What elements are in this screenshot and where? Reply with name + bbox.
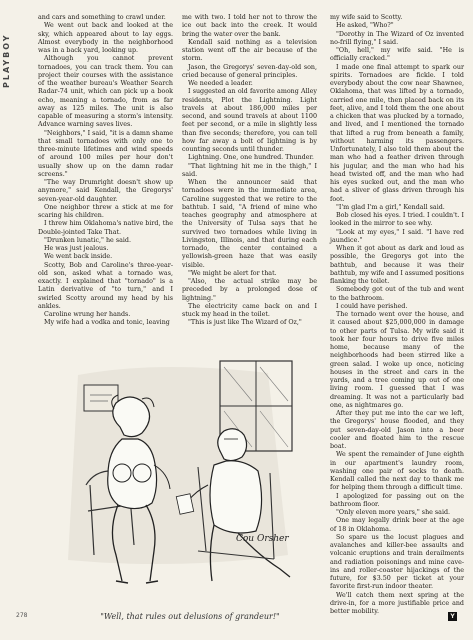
paragraph: "Oh, hell," my wife said. "He is officially cracked." — [330, 47, 464, 63]
cartoon-illustration — [38, 355, 322, 593]
paragraph: I could have perished. — [336, 302, 408, 310]
paragraph: One may legally drink beer at the age of 18 in Oklahoma. — [330, 517, 464, 533]
paragraph: "This is just like The Wizard of Oz," — [188, 319, 302, 327]
paragraph: "Look at my eyes," I said. "I have red jaundice." — [330, 228, 464, 244]
paragraph: So spare us the locust plagues and avalanches and killer-bee assaults and volcanic eruptions and train derailments and radiation poisonings and mine cave-ins and roller-coaster hijackings of the future, for $3.50 per ticket at your favorite first-run indoor theater. — [330, 533, 464, 591]
paragraph: Bob closed his eyes. I tried. I couldn't. I looked in the mirror to see why. — [330, 212, 464, 228]
paragraph: One neighbor threw a stick at me for scaring his children. — [38, 203, 173, 219]
paragraph: We went back inside. — [44, 253, 113, 261]
paragraph: Somebody got out of the tub and went to the bathroom. — [330, 286, 464, 302]
paragraph: "That lightning hit me in the thigh," I said. — [182, 162, 317, 178]
paragraph: I made one final attempt to spark our spirits. Tornadoes are fickle. I told everybody about the cow near Shawnee, Oklahoma, that was lifted by a tornado, carried one mile, then placed back on its feet, alive, and I told them the one about a chicken that was plucked by a tornado, and lived, and I mentioned the tornado that lifted a rug from beneath a family, without harming its passengers. Unfortunately, I also told them about the man who had a feather driven through his jugular, and the man who had his head twisted off, and the man who had his eyes sucked out, and the man who had a sliver of glass driven through his foot. — [330, 63, 464, 203]
paragraph: The tornado went over the house, and it caused about $25,000,000 in damage to other parts of Tulsa. My wife said it took her four hours to drive five miles home, because many of the neighborhoods had been stirred like a green salad. I woke up once, noticing houses in the street and cars in the yards, and a tree coming up out of one living room. I guessed that I was dreaming. It was not a particularly bad one, as nightmares go. — [330, 311, 464, 409]
paragraph: "Only eleven more years," she said. — [336, 509, 451, 516]
paragraph: Caroline wrung her hands. — [44, 311, 131, 318]
paragraph: I apologized for passing out on the bathroom floor. — [330, 492, 464, 508]
paragraph: "We might be alert for that. — [188, 269, 277, 277]
paragraph: We'll catch them next spring at the drive-in, for a more justifiable price and better mobility. — [330, 591, 464, 615]
paragraph: When it got about as dark and loud as possible, the Gregorys got into the bathtub, and because it was their bathtub, my wife and I assumed positions flanking the toilet. — [330, 245, 464, 285]
cartoon-caption: "Well, that rules out delusions of grandeur!" — [100, 612, 280, 621]
paragraph: We spent the remainder of June eighth in our apartment's laundry room, washing one pair of socks to death. Kendall called the next day to thank me for helping them through a difficult time. — [330, 451, 464, 492]
paragraph: "I'm glad I'm a girl," Kendall said. — [336, 203, 445, 211]
paragraph: He asked, "Who?" — [336, 22, 394, 30]
paragraph: "Drunken lunatic," he said. — [44, 236, 131, 244]
paragraph: Lightning. One, one hundred. Thunder. — [188, 154, 314, 162]
paragraph: Scotty, Bob and Caroline's three-year-old son, asked what a tornado was, exactly. I explained that "tornado" is a Latin derivative of "to turn," and I swirled Scotty around my head by his ankles. — [38, 261, 173, 310]
paragraph: After they put me into the car we left, the Gregorys' house flooded, and they put seven-day-old Jason into a beer cooler and floated him to the rescue boat. — [330, 410, 464, 450]
paragraph: Kendall said nothing as a television station went off the air because of the storm. — [182, 38, 317, 63]
paragraph: I suggested an old favorite among Alley residents, Plot the Lightning. Light travels at about 186,000 miles per second, and sound travels at about 1100 feet per second, or a mile in slightly less than five seconds; therefore, you can tell how far away a bolt of lightning is by counting seconds until thunder. — [182, 88, 317, 153]
article-column-2 — [182, 14, 317, 374]
paragraph: He was just jealous. — [44, 245, 109, 252]
paragraph: My wife had a vodka and tonic, leaving — [44, 319, 170, 327]
paragraph: "Also, the actual strike may be preceded by a prolonged dose of lightning." — [182, 278, 317, 302]
paragraph: me with two. I told her not to throw the ice out back into the creek. It would bring the water over the bank. — [182, 14, 317, 38]
paragraph: We needed a leader. — [188, 80, 253, 87]
magazine-masthead: PLAYBOY — [2, 33, 11, 89]
end-mark-icon: Y — [448, 612, 457, 621]
article-column-1 — [38, 14, 173, 374]
paragraph: Although you cannot prevent tornadoes, you can track them. You can project their courses with the assistance of the weather bureau's Weather Search Radar-74 unit, which can pick up a book echo, meaning a tornado, from as far away as 125 miles. The unit is also capable of measuring a storm's intensity. Advance warning saves lives. — [38, 55, 173, 129]
paragraph: Jason, the Gregorys' seven-day-old son, cried because of general principles. — [182, 63, 317, 79]
page-number: 278 — [16, 612, 28, 619]
paragraph: my wife said to Scotty. — [330, 14, 403, 21]
paragraph: The electricity came back on and I stuck my head in the toilet. — [182, 302, 317, 318]
paragraph: I threw him Oklahoma's native bird, the Double-jointed Take That. — [38, 220, 173, 236]
paragraph: and cars and something to crawl under. — [38, 14, 166, 21]
paragraph: "Dorothy in The Wizard of Oz invented no-frill flying," I said. — [330, 30, 464, 46]
paragraph: We went out back and looked at the sky, which appeared about to lay eggs. Almost everybody in the neighborhood was in a back yard, looking up. — [38, 22, 173, 54]
paragraph: "Neighbors," I said, "it is a damn shame that small tornadoes with only one to three-minute lifetimes and wind speeds of around 100 miles per hour don't usually show up on the damn radar screens." — [38, 129, 173, 178]
article-column-3 — [330, 14, 464, 615]
paragraph: When the announcer said that tornadoes were in the immediate area, Caroline suggested that we retire to the bathtub. I said, "A friend of mine who teaches geography and atmosphere at the University of Tulsa says that he survived two tornadoes while living in Livingston, Illinois, and that during each tornado, the center contained a yellowish-green haze that was easily visible. — [182, 179, 317, 269]
artist-signature: Cou Orsher — [236, 534, 289, 544]
paragraph: "The way Drumright doesn't show up anymore," said Kendall, the Gregorys' seven-year-old daughter. — [38, 179, 173, 203]
